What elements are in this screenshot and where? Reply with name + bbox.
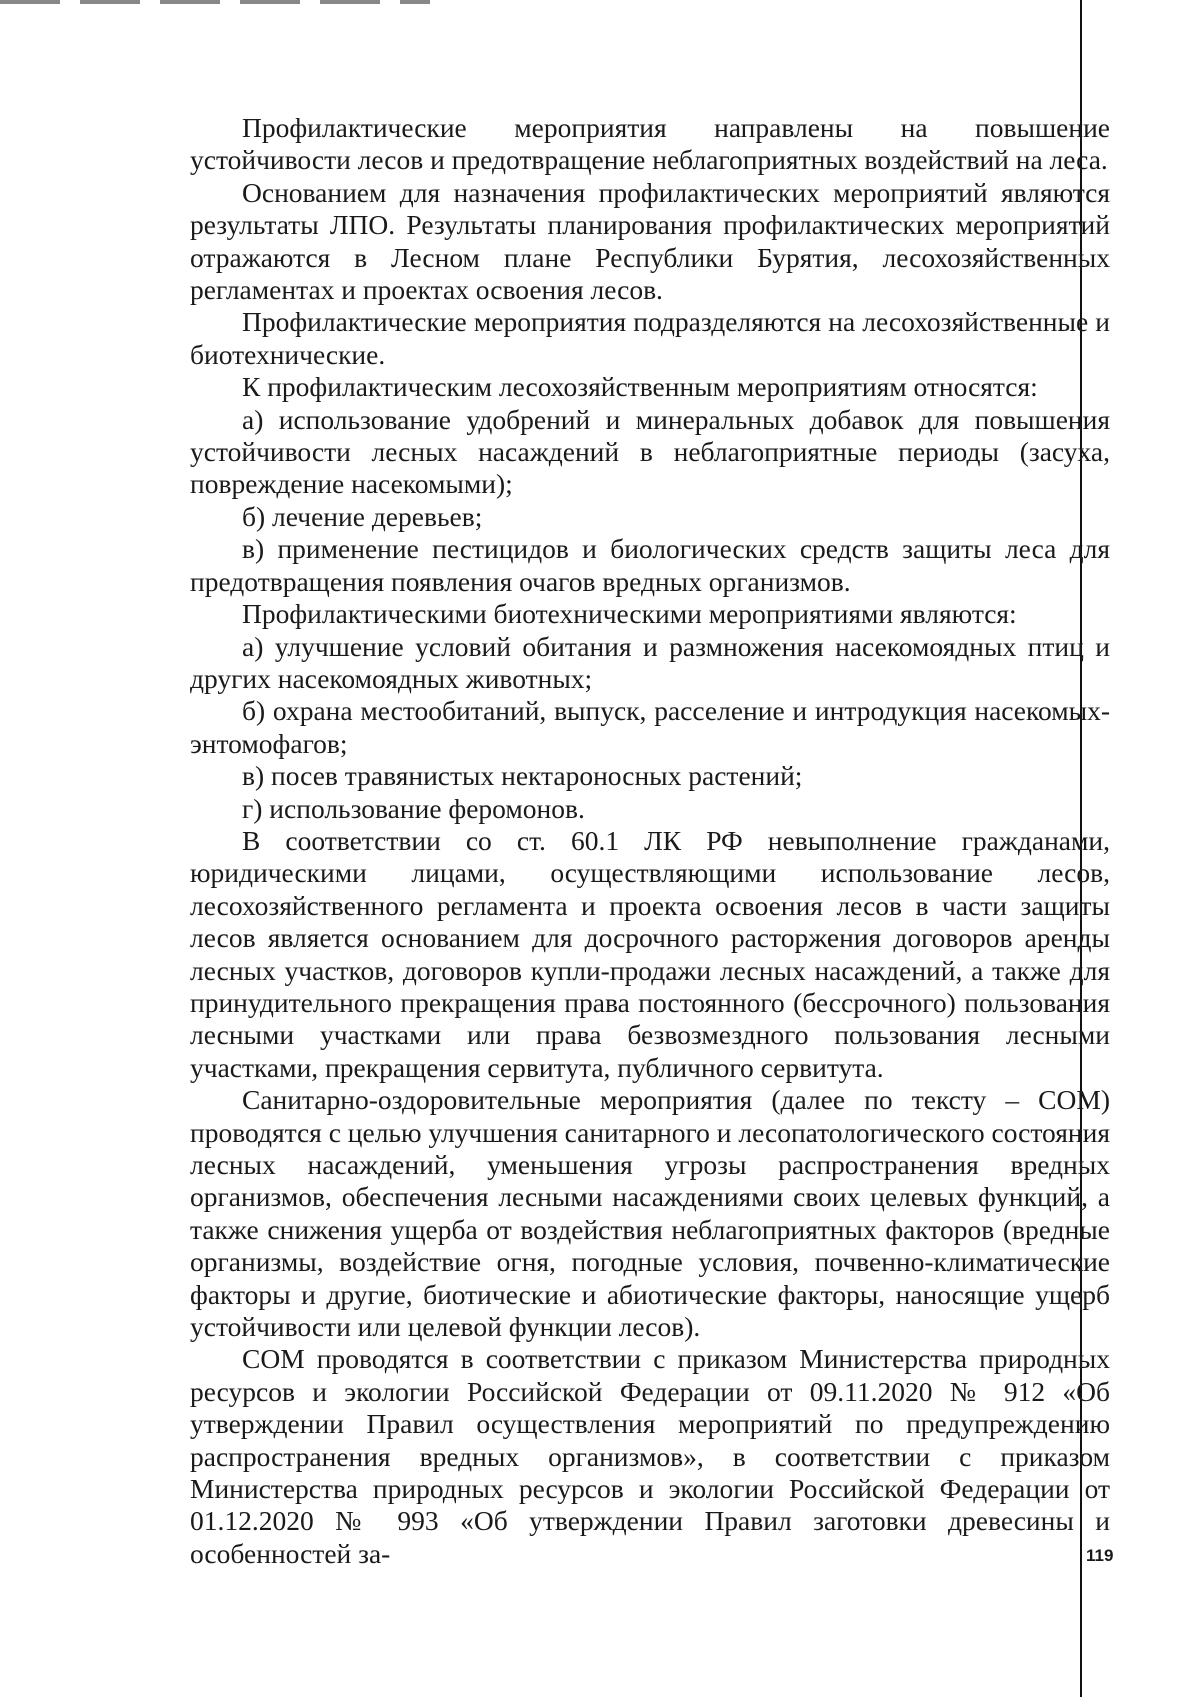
paragraph: Профилактическими биотехническими мероприятиями являются: <box>242 598 1017 630</box>
page-number: 119 <box>1086 1546 1114 1565</box>
list-item: в) посев травянистых нектароносных растений; <box>242 760 803 792</box>
paragraph: СОМ проводятся в соответствии с приказом Министерства природных ресурсов и экологии Российской Федерации от 09.11.2020 № 912 «Об утверждении Правил осуществления мероприятий по предупреждению распространения вредных организмов», в соответствии с приказом Министерства природных ресурсов и экологии Российской Федерации от 01.12.2020 № 993 «Об утверждении Правил заготовки древесины и особенностей за- <box>190 1343 1110 1569</box>
paragraph: Профилактические мероприятия подразделяются на лесохозяйственные и биотехнические. <box>190 306 1110 370</box>
paragraph: К профилактическим лесохозяйственным мероприятиям относятся: <box>242 371 1038 403</box>
document-body <box>190 112 1110 1570</box>
scan-artifact-top <box>0 0 430 4</box>
paragraph: Санитарно-оздоровительные мероприятия (далее по тексту – СОМ) проводятся с целью улучшения санитарного и лесопатологического состояния лесных насаждений, уменьшения угрозы распространения вредных организмов, обеспечения лесными насаждениями своих целевых функций, а также снижения ущерба от воздействия неблагоприятных факторов (вредные организмы, воздействие огня, погодные условия, почвенно-климатические факторы и другие, биотические и абиотические факторы, наносящие ущерб устойчивости или целевой функции лесов). <box>190 1084 1110 1343</box>
list-item: б) охрана местообитаний, выпуск, расселение и интродукция насекомых-энтомофагов; <box>190 695 1110 759</box>
list-item: а) улучшение условий обитания и размножения насекомоядных птиц и других насекомоядных животных; <box>190 630 1110 694</box>
list-item: г) использование феромонов. <box>242 792 585 824</box>
paragraph: Основанием для назначения профилактических мероприятий являются результаты ЛПО. Результаты планирования профилактических мероприятий отражаются в Лесном плане Республики Бурятия, лесохозяйственных регламентах и проектах освоения лесов. <box>190 176 1110 306</box>
list-item: а) использование удобрений и минеральных добавок для повышения устойчивости лесных насаждений в неблагоприятные периоды (засуха, повреждение насекомыми); <box>190 403 1110 500</box>
paragraph: В соответствии со ст. 60.1 ЛК РФ невыполнение гражданами, юридическими лицами, осуществляющими использование лесов, лесохозяйственного регламента и проекта освоения лесов в части защиты лесов является основанием для досрочного расторжения договоров аренды лесных участков, договоров купли-продажи лесных насаждений, а также для принудительного прекращения права постоянного (бессрочного) пользования лесными участками или права безвозмездного пользования лесными участками, прекращения сервитута, публичного сервитута. <box>190 824 1110 1083</box>
list-item: б) лечение деревьев; <box>242 500 483 532</box>
paragraph: Профилактические мероприятия направлены на повышение устойчивости лесов и предотвращение неблагоприятных воздействий на леса. <box>190 112 1110 176</box>
list-item: в) применение пестицидов и биологических средств защиты леса для предотвращения появления очагов вредных организмов. <box>190 533 1110 597</box>
